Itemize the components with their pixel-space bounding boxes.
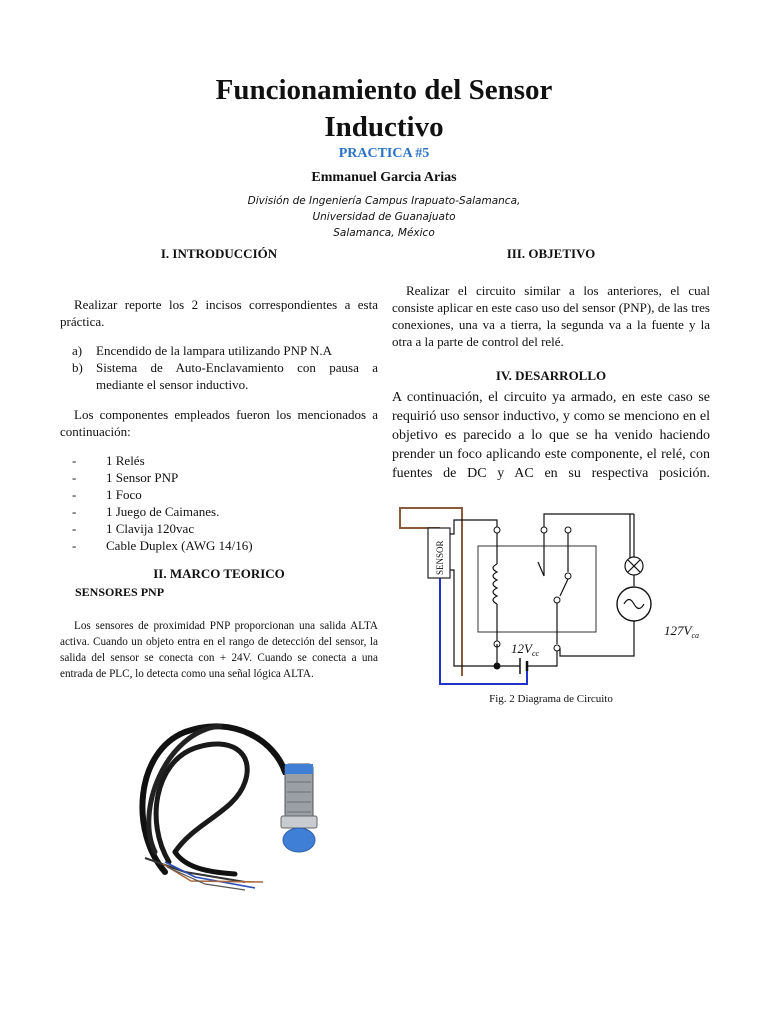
list-marker: - — [72, 453, 77, 468]
relay-switch-icon — [560, 579, 568, 596]
list-item — [72, 520, 378, 537]
circuit-diagram — [392, 500, 722, 690]
marco-subheading: SENSORES PNP — [75, 585, 165, 599]
affiliation-line-1: División de Ingeniería Campus Irapuato-Salamanca, — [247, 195, 521, 207]
sensor-label: SENSOR — [435, 540, 445, 575]
intro-paragraph: Realizar reporte los 2 incisos correspondientes a esta práctica. — [60, 297, 378, 329]
list-text: 1 Sensor PNP — [106, 470, 179, 485]
list-text: Encendido de la lampara utilizando PNP N.A — [96, 343, 332, 358]
list-text: Sistema de Auto-Enclavamiento con pausa a mediante el sensor inductivo. — [96, 360, 378, 392]
inductive-sensor-image — [125, 712, 355, 912]
ac-voltage-label: 127V — [664, 623, 692, 638]
ac-voltage-sub: ca — [691, 631, 700, 640]
affiliation-line-3: Salamanca, México — [333, 227, 435, 239]
svg-text:12Vcc — [511, 641, 540, 658]
list-item — [72, 537, 378, 554]
list-marker: - — [72, 521, 77, 536]
list-item — [72, 469, 378, 486]
list-text: 1 Clavija 120vac — [106, 521, 195, 536]
list-marker: a) — [72, 343, 83, 358]
list-item — [72, 486, 378, 503]
desarrollo-paragraph: A continuación, el circuito ya armado, en este caso se requirió uso sensor inductivo, y como se menciono en el objetivo es parecido a lo que se ha venido haciendo prender un foco aplicando este componente, el relé, con fuentes de DC y AC en su respectiva posición. — [392, 390, 710, 481]
list-marker: - — [72, 487, 77, 502]
list-text: 1 Relés — [106, 453, 145, 468]
intro-list — [72, 342, 378, 393]
intro-heading: I. INTRODUCCIÓN — [160, 246, 278, 261]
components-intro: Los componentes empleados fueron los mencionados a continuación: — [60, 407, 378, 439]
list-marker: b) — [72, 360, 83, 375]
list-item — [72, 342, 378, 359]
affiliation-line-2: Universidad de Guanajuato — [312, 211, 456, 223]
components-list — [72, 452, 378, 554]
marco-paragraph: Los sensores de proximidad PNP proporcionan una salida ALTA activa. Cuando un objeto entra en el rango de detección del sensor, la salida del sensor se conecta con + 24V. Cuando se conecta a una entrada de PLC, lo detecta como una señal lógica ALTA. — [60, 620, 378, 680]
author-name: Emmanuel Garcia Arias — [311, 170, 457, 185]
marco-heading: II. MARCO TEORICO — [153, 566, 285, 581]
list-text: 1 Foco — [106, 487, 142, 502]
objetivo-paragraph: Realizar el circuito similar a los anteriores, el cual consiste aplicar en este caso uso del sensor (PNP), de las tres conexiones, una va a tierra, la segunda va a la fuente y la otra a la parte de control del relé. — [392, 283, 710, 349]
list-item — [72, 503, 378, 520]
desarrollo-heading: IV. DESARROLLO — [495, 368, 607, 383]
figure-caption: Fig. 2 Diagrama de Circuito — [489, 693, 613, 705]
affiliation — [134, 193, 634, 241]
title-line-1: Funcionamiento del Sensor — [215, 74, 553, 106]
practica-label: PRACTICA #5 — [338, 146, 430, 161]
relay-coil-icon — [493, 564, 497, 604]
list-marker: - — [72, 504, 77, 519]
objetivo-heading: III. OBJETIVO — [506, 246, 596, 261]
list-item — [72, 452, 378, 469]
list-text: Cable Duplex (AWG 14/16) — [106, 538, 253, 553]
dc-voltage-sub: cc — [531, 649, 540, 658]
list-marker: - — [72, 470, 77, 485]
dc-voltage-label: 12V — [511, 641, 532, 656]
paper-title — [134, 72, 634, 146]
list-text: 1 Juego de Caimanes. — [106, 504, 220, 519]
list-item — [72, 359, 378, 393]
list-marker: - — [72, 538, 77, 553]
svg-text:127Vca — [664, 623, 699, 640]
title-line-2: Inductivo — [324, 111, 444, 143]
